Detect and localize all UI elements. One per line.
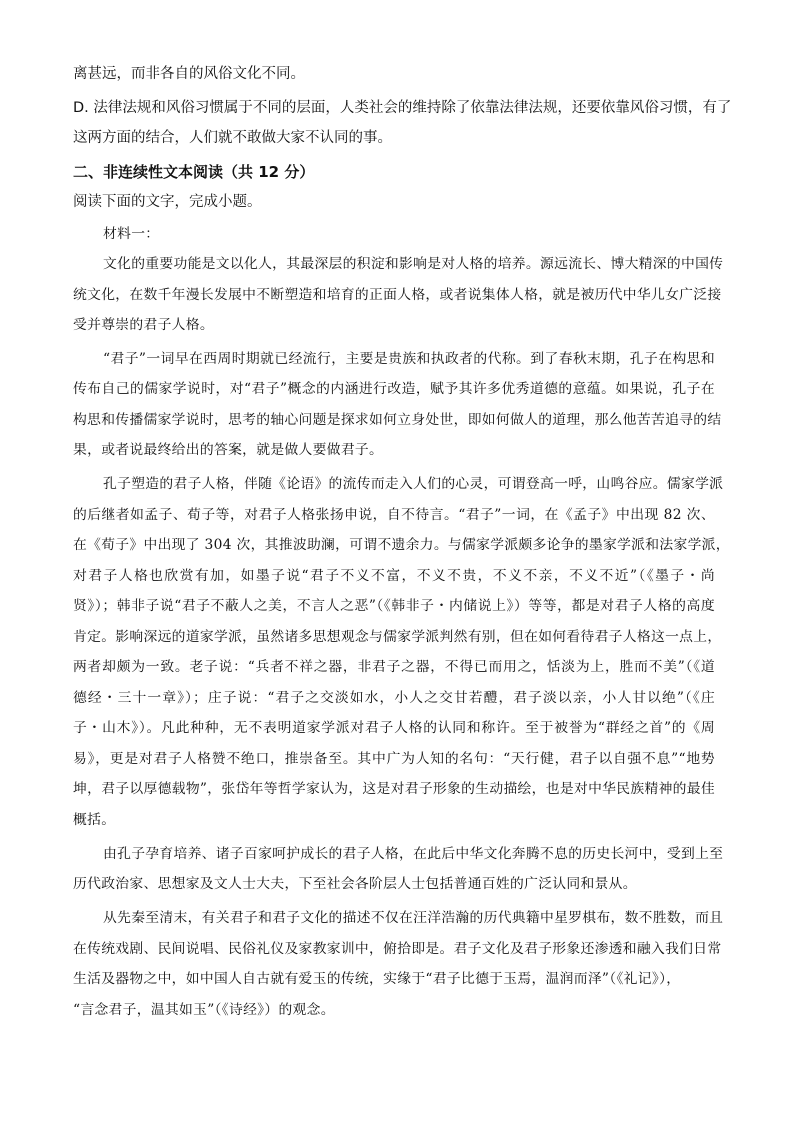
material-line: 贤》）；韩非子说“君子不蔽人之美，不言人之恶”（《韩非子・内储说上》）等等，都是对君子人格的高度 — [73, 598, 715, 614]
material-line: 生活及器物之中，如中国人自古就有爱玉的传统，实缘于“君子比德于玉焉，温润而泽”（《礼记》）， — [73, 971, 681, 987]
section-heading: 二、非连续性文本阅读（共 12 分） — [73, 163, 315, 181]
material-line: 肯定。影响深远的道家学派，虽然诸多思想观念与儒家学派判然有别，但在如何看待君子人格这一点上， — [73, 629, 722, 645]
material-line: 统文化，在数千年漫长发展中不断塑造和培育的正面人格，或者说集体人格，就是被历代中华儿女广泛接 — [73, 287, 722, 303]
material-line: 易》，更是对君子人格赞不绝口，推崇备至。其中广为人知的名句：“天行健，君子以自强不息”“地势 — [73, 751, 715, 767]
material-line: 孔子塑造的君子人格，伴随《论语》的流传而走入人们的心灵，可谓登高一呼，山鸣谷应。儒家学派 — [103, 476, 724, 492]
reading-instruction: 阅读下面的文字，完成小题。 — [73, 194, 262, 210]
material-line: “言念君子，温其如玉”（《诗经》）的观念。 — [73, 1002, 335, 1018]
material-line: 概括。 — [73, 812, 116, 828]
material-line: 德经・三十一章》）；庄子说：“君子之交淡如水，小人之交甘若醴，君子淡以亲，小人甘以绝”（《庄 — [73, 690, 715, 706]
option-d-line-2: 这两方面的结合，人们就不敢做大家不认同的事。 — [73, 130, 392, 146]
material-line: 构思和传播儒家学说时，思考的轴心问题是探求如何立身处世，即如何做人的道理，那么他苦苦追寻的结 — [73, 412, 722, 428]
material-line: 由孔子孕育培养、诸子百家呵护成长的君子人格，在此后中华文化奔腾不息的历史长河中，受到上至 — [103, 846, 724, 862]
material-line: 在传统戏剧、民间说唱、民俗礼仪及家教家训中，俯拾即是。君子文化及君子形象还渗透和融入我们日常 — [73, 941, 722, 957]
material-line: 果，或者说最终给出的答案，就是做人要做君子。 — [73, 442, 384, 458]
material-line: “君子”一词早在西周时期就已经流行，主要是贵族和执政者的代称。到了春秋末期，孔子在构思和 — [103, 351, 715, 367]
material-line: 历代政治家、思想家及文人士大夫，下至社会各阶层人士包括普通百姓的广泛认同和景从。 — [73, 876, 637, 892]
option-c-tail: 离甚远，而非各自的风俗文化不同。 — [73, 66, 305, 82]
material-line: 两者却颇为一致。老子说：“兵者不祥之器，非君子之器，不得已而用之，恬淡为上，胜而不美”（《道 — [73, 659, 715, 675]
material-line: 对君子人格也欣赏有加，如墨子说“君子不义不富，不义不贵，不义不亲，不义不近”（《墨子・尚 — [73, 568, 715, 584]
material-line: 传布自己的儒家学说时，对“君子”概念的内涵进行改造，赋予其许多优秀道德的意蕴。如果说，孔子在 — [73, 381, 715, 397]
material-line: 的后继者如孟子、荀子等，对君子人格张扬申说，自不待言。“君子”一词，在《孟子》中出现 82 次、 — [73, 507, 715, 523]
material-label: 材料一： — [103, 226, 160, 242]
option-d-line-1: D. 法律法规和风俗习惯属于不同的层面，人类社会的维持除了依靠法律法规，还要依靠风俗习惯，有了 — [73, 100, 732, 116]
material-line: 子・山木》）。凡此种种，无不表明道家学派对君子人格的认同和称许。至于被誉为“群经之首”的《周 — [73, 720, 715, 736]
material-line: 受并尊崇的君子人格。 — [73, 317, 214, 333]
material-line: 坤，君子以厚德载物”，张岱年等哲学家认为，这是对君子形象的生动描绘，也是对中华民族精神的最佳 — [73, 781, 715, 797]
material-line: 从先秦至清末，有关君子和君子文化的描述不仅在汪洋浩瀚的历代典籍中星罗棋布，数不胜数，而且 — [103, 910, 724, 926]
material-line: 文化的重要功能是文以化人，其最深层的积淀和影响是对人格的培养。源远流长、博大精深的中国传 — [103, 256, 724, 272]
material-line: 在《荀子》中出现了 304 次，其推波助澜，可谓不遗余力。与儒家学派颇多论争的墨家学派和法家学派， — [73, 537, 730, 553]
